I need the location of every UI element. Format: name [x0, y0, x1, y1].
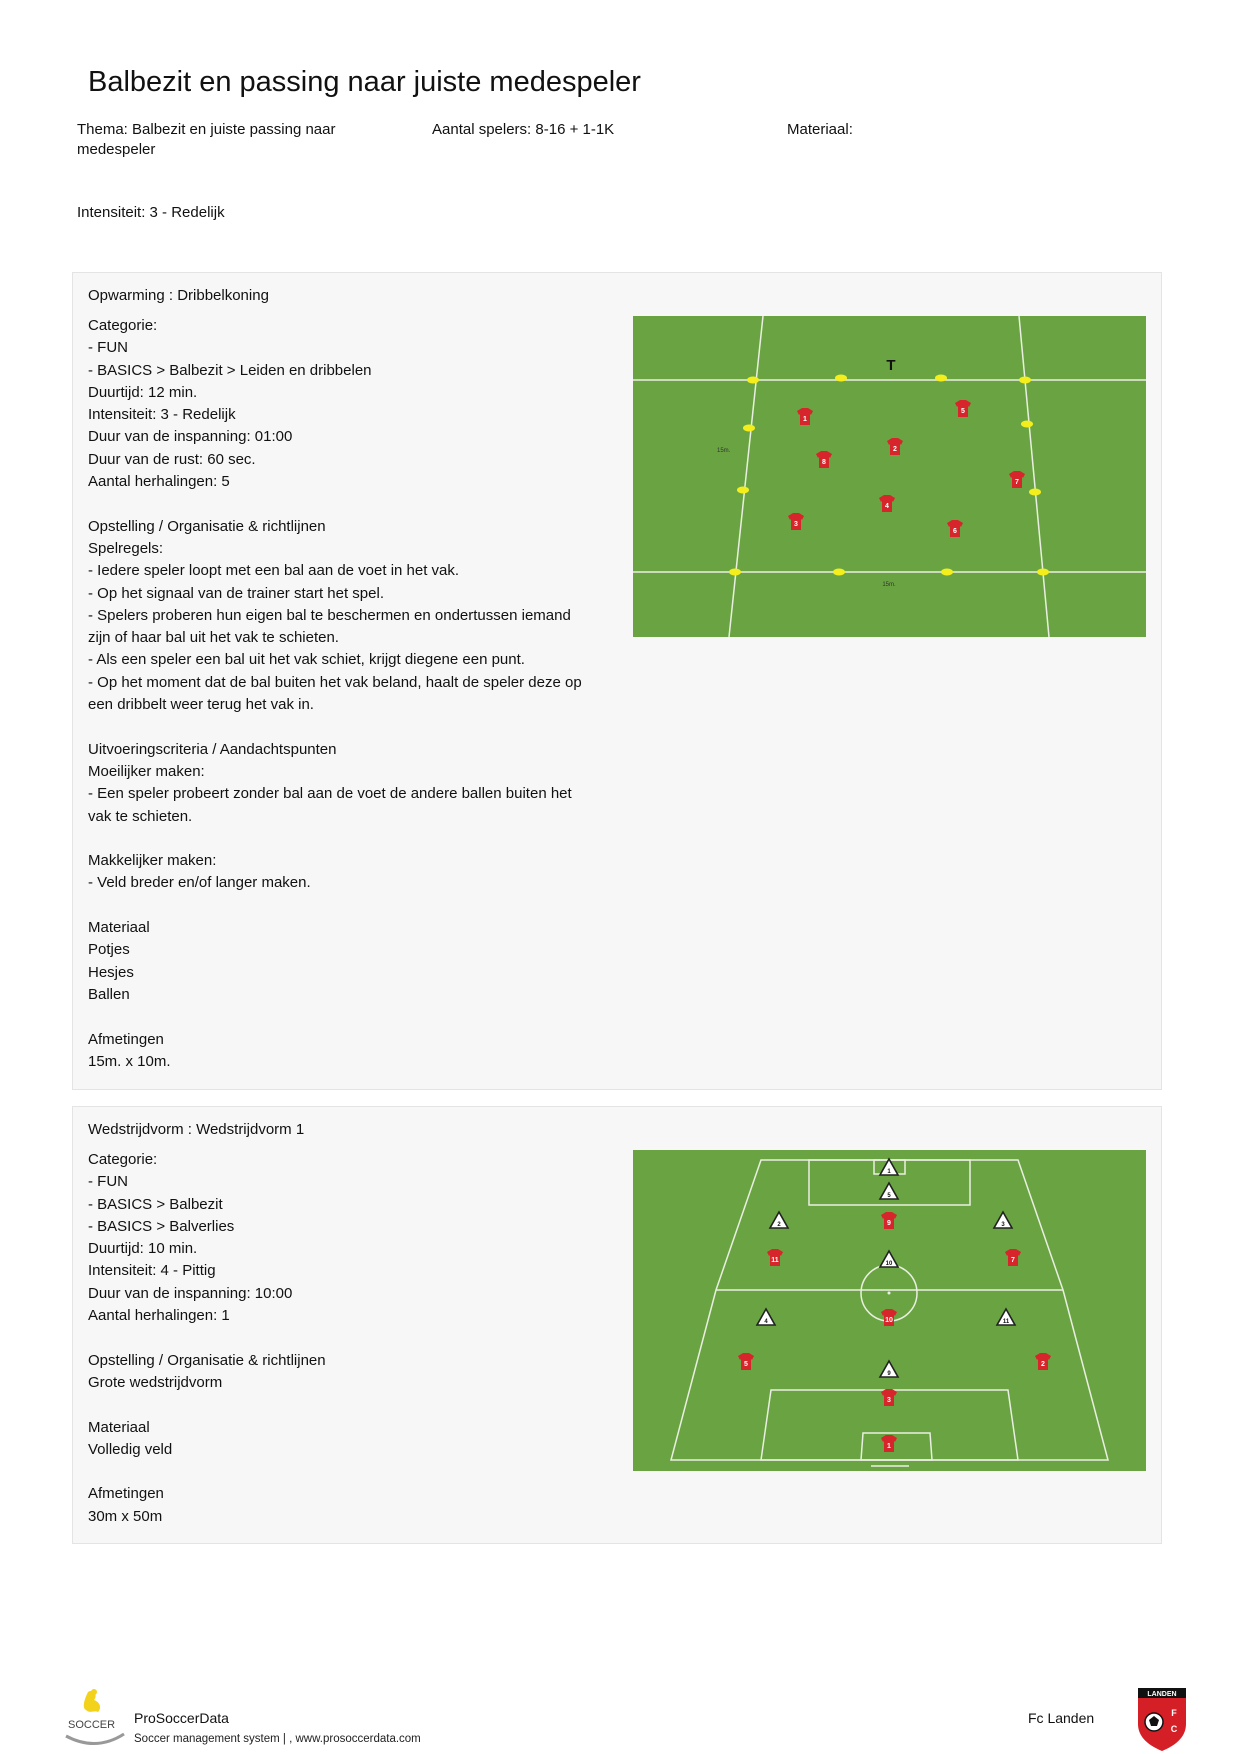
spacer-line [88, 828, 618, 850]
exercise-description [88, 315, 618, 1073]
description-line: een dribbelt weer terug het vak in. [88, 696, 314, 714]
description-line: Ballen [88, 985, 130, 1003]
svg-text:4: 4 [764, 1319, 768, 1325]
svg-text:9: 9 [887, 1371, 891, 1377]
spacer-line [88, 716, 618, 738]
svg-text:10: 10 [885, 1317, 893, 1324]
theme-info [77, 120, 377, 160]
svg-text:9: 9 [887, 1220, 891, 1227]
svg-text:4: 4 [885, 503, 889, 510]
description-line: 15m. x 10m. [88, 1052, 171, 1070]
exercise-diagram-dribble-square [633, 316, 1146, 637]
svg-text:C: C [1170, 1724, 1178, 1734]
spacer-line [88, 1461, 618, 1483]
cone-icon [1029, 489, 1041, 496]
spacer-line [88, 1327, 618, 1349]
description-line: Categorie: [88, 317, 158, 334]
dimension-label-bottom: 15m. [882, 582, 896, 588]
description-line: Moeilijker maken: [88, 762, 205, 780]
description-line: Duurtijd: 12 min. [88, 383, 198, 401]
cone-icon [1037, 569, 1049, 576]
svg-text:7: 7 [1011, 1257, 1015, 1264]
description-line: - BASICS > Balbezit [88, 1195, 223, 1213]
material-info: Materiaal: [787, 121, 853, 138]
cone-icon [737, 487, 749, 494]
fc-landen-crest [1134, 1688, 1190, 1752]
cone-icon [833, 569, 845, 576]
svg-text:2: 2 [1041, 1361, 1045, 1368]
description-line: Aantal herhalingen: 1 [88, 1307, 230, 1325]
description-line: - Een speler probeert zonder bal aan de voet de andere ballen buiten het [88, 785, 572, 803]
cone-icon [743, 425, 755, 432]
description-line: Materiaal [88, 1418, 150, 1436]
exercise-heading: Wedstrijdvorm : Wedstrijdvorm 1 [88, 1121, 305, 1138]
theme-line-1: Thema: Balbezit en juiste passing naar [77, 121, 336, 138]
description-line: - FUN [88, 1173, 128, 1191]
footer-subtitle: Soccer management system | , www.prosoccerdata.com [134, 1733, 421, 1745]
svg-text:10: 10 [885, 1261, 893, 1267]
description-line: vak te schieten. [88, 807, 193, 825]
svg-text:3: 3 [1001, 1222, 1005, 1228]
description-line: Uitvoeringscriteria / Aandachtspunten [88, 740, 337, 758]
intensity-info: Intensiteit: 3 - Redelijk [77, 204, 225, 221]
spacer-line [88, 895, 618, 917]
exercise-card-match [72, 1106, 1162, 1544]
description-line: Opstelling / Organisatie & richtlijnen [88, 1351, 326, 1369]
description-line: Spelregels: [88, 539, 164, 557]
svg-text:3: 3 [887, 1397, 891, 1404]
description-line: Opstelling / Organisatie & richtlijnen [88, 517, 326, 535]
cone-icon [1021, 421, 1033, 428]
cone-icon [747, 377, 759, 384]
description-line: - BASICS > Balbezit > Leiden en dribbelen [88, 361, 372, 379]
spacer-line [88, 1006, 618, 1028]
cone-icon [1019, 377, 1031, 384]
description-line: - Als een speler een bal uit het vak schiet, krijgt diegene een punt. [88, 651, 525, 669]
svg-text:2: 2 [893, 446, 897, 453]
description-line: zijn of haar bal uit het vak te schieten. [88, 629, 339, 647]
description-line: 30m x 50m [88, 1507, 163, 1525]
cone-icon [729, 569, 741, 576]
svg-text:1: 1 [887, 1443, 891, 1450]
svg-text:5: 5 [887, 1193, 891, 1199]
svg-text:6: 6 [953, 528, 957, 535]
dimension-label-left: 15m. [717, 448, 731, 454]
description-line: - BASICS > Balverlies [88, 1217, 235, 1235]
description-line: Duur van de inspanning: 01:00 [88, 428, 293, 446]
description-line: Categorie: [88, 1151, 158, 1168]
description-line: Intensiteit: 4 - Pittig [88, 1262, 216, 1280]
svg-text:2: 2 [777, 1222, 781, 1228]
svg-text:11: 11 [771, 1257, 779, 1264]
description-line: - Op het moment dat de bal buiten het vak beland, haalt de speler deze op [88, 673, 582, 691]
description-line: Intensiteit: 3 - Redelijk [88, 406, 236, 424]
svg-text:SOCCER: SOCCER [68, 1719, 116, 1731]
footer-brand: ProSoccerData [134, 1710, 229, 1726]
description-line: Hesjes [88, 963, 134, 981]
description-line: Volledig veld [88, 1440, 173, 1458]
theme-line-2: medespeler [77, 141, 156, 158]
svg-text:5: 5 [744, 1361, 748, 1368]
page-title: Balbezit en passing naar juiste medespeler [88, 66, 641, 98]
description-line: Aantal herhalingen: 5 [88, 473, 230, 491]
svg-text:F: F [1171, 1708, 1177, 1718]
description-line: - FUN [88, 339, 128, 357]
description-line: Duur van de inspanning: 10:00 [88, 1284, 293, 1302]
trainer-marker: T [886, 357, 896, 374]
description-line: - Spelers proberen hun eigen bal te beschermen en ondertussen iemand [88, 606, 571, 624]
spacer-line [88, 1394, 618, 1416]
players-info: Aantal spelers: 8-16 + 1-1K [432, 121, 615, 138]
cone-icon [835, 375, 847, 382]
description-line: - Op het signaal van de trainer start het spel. [88, 584, 384, 602]
exercise-card-warmup [72, 272, 1162, 1090]
description-line: Makkelijker maken: [88, 852, 217, 870]
exercise-description [88, 1149, 618, 1528]
exercise-diagram-match [633, 1150, 1146, 1471]
footer-club-name: Fc Landen [1028, 1710, 1095, 1726]
svg-text:1: 1 [887, 1169, 891, 1175]
description-line: Potjes [88, 941, 130, 959]
description-line: Materiaal [88, 919, 150, 937]
description-line: Duur van de rust: 60 sec. [88, 450, 256, 468]
svg-text:8: 8 [822, 459, 826, 466]
svg-text:5: 5 [961, 408, 965, 415]
svg-text:1: 1 [803, 416, 807, 423]
svg-text:7: 7 [1015, 479, 1019, 486]
description-line: Grote wedstrijdvorm [88, 1373, 223, 1391]
cone-icon [941, 569, 953, 576]
description-line: - Veld breder en/of langer maken. [88, 874, 311, 892]
description-line: - Iedere speler loopt met een bal aan de voet in het vak. [88, 562, 460, 580]
svg-text:3: 3 [794, 521, 798, 528]
spacer-line [88, 493, 618, 515]
svg-text:LANDEN: LANDEN [1147, 1691, 1177, 1698]
description-line: Afmetingen [88, 1030, 164, 1048]
cone-icon [935, 375, 947, 382]
description-line: Duurtijd: 10 min. [88, 1240, 198, 1258]
svg-text:11: 11 [1002, 1319, 1010, 1325]
prosoccerdata-logo [64, 1688, 128, 1752]
description-line: Afmetingen [88, 1485, 164, 1503]
exercise-heading: Opwarming : Dribbelkoning [88, 287, 269, 304]
